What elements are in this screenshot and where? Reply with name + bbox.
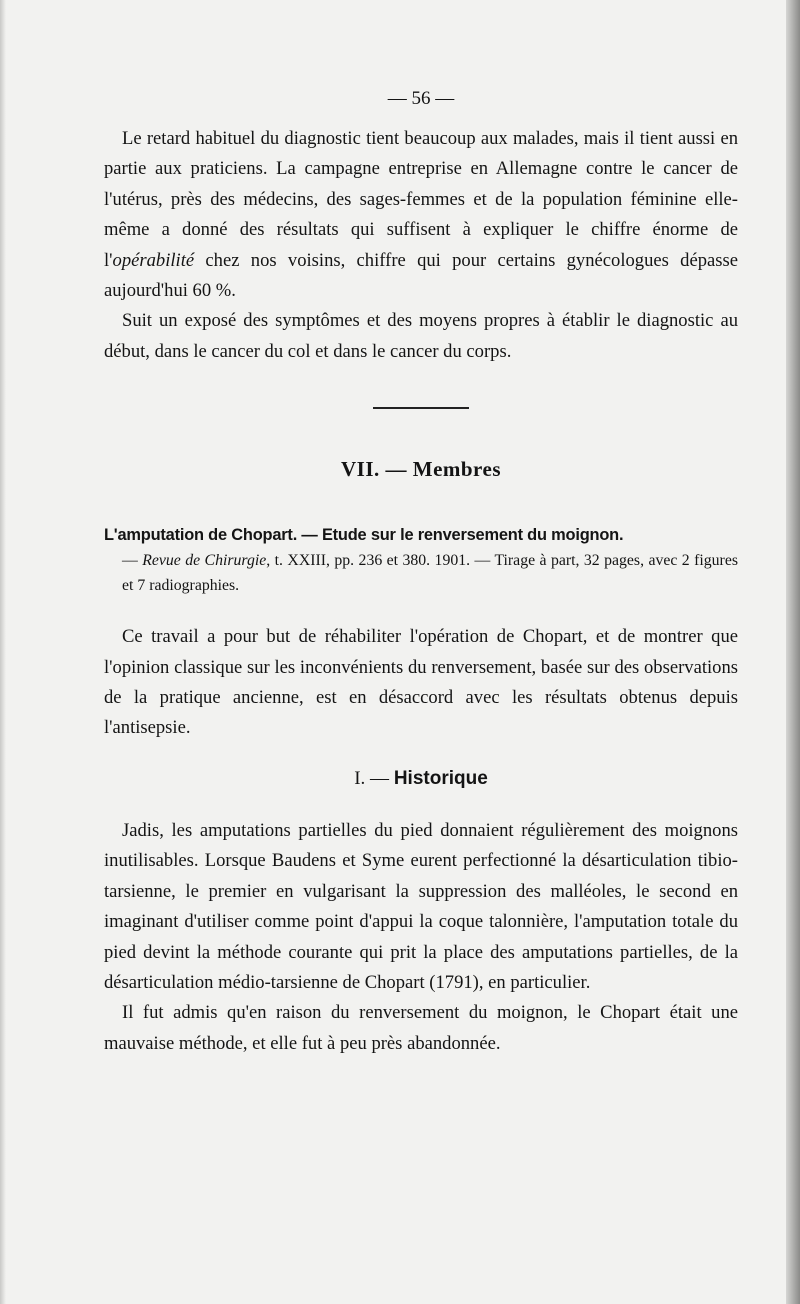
reference-dash: —: [122, 552, 143, 570]
section-divider: [373, 407, 469, 409]
abstract-paragraph: Ce travail a pour but de réhabiliter l'opération de Chopart, et de montrer que l'opinion classique sur les inconvénients du renversement, basée sur des observations de la pratique ancienne, est en désaccord avec les résultats obtenus depuis l'antisepsie.: [104, 626, 738, 739]
page-content: [104, 88, 738, 1059]
page-shadow-left: [0, 0, 6, 1304]
intro-text-2: chez nos voisins, chiffre qui pour certains gynécologues dépasse aujourd'hui 60 %.: [104, 249, 738, 302]
intro-paragraph-1: [104, 124, 738, 306]
page-shadow-right: [786, 0, 800, 1304]
reference-detail: [122, 548, 738, 598]
page-number: — 56 —: [387, 88, 455, 109]
subsection-heading: [104, 768, 738, 790]
intro-text-1: Le retard habituel du diagnostic tient beaucoup aux malades, mais il tient aussi en partie aux praticiens. La campagne entreprise en Allemagne contre le cancer de l'utérus, près des médecins, des sages-femmes et de la population féminine elle-même a donné des résultats qui suffisent à expliquer le chiffre énorme de l': [104, 128, 738, 271]
reference-journal: Revue de Chirurgie: [142, 552, 267, 570]
reference-entry: [104, 522, 738, 598]
reference-citation: , t. XXIII, pp. 236 et 380. 1901. — Tirage à part, 32 pages, avec 2 figures et 7 radiographies.: [122, 552, 738, 595]
subsection-title: Historique: [393, 767, 488, 789]
intro-emphasis: opérabilité: [112, 249, 195, 271]
section-heading: VII. — Membres: [340, 457, 501, 482]
intro-paragraph-2: Suit un exposé des symptômes et des moyens propres à établir le diagnostic au début, dans le cancer du col et dans le cancer du corps.: [104, 310, 738, 362]
historique-paragraph-2: Il fut admis qu'en raison du renversement du moignon, le Chopart était une mauvaise méthode, et elle fut à peu près abandonnée.: [104, 1002, 738, 1054]
subsection-number: I. —: [354, 767, 394, 789]
reference-title: L'amputation de Chopart. — Etude sur le renversement du moignon.: [104, 526, 624, 545]
historique-paragraph-1: Jadis, les amputations partielles du pied donnaient régulièrement des moignons inutilisables. Lorsque Baudens et Syme eurent perfectionné la désarticulation tibio-tarsienne, le premier en vulgarisant la suppression des malléoles, le second en imaginant d'utiliser comme point d'appui la coque talonnière, l'amputation totale du pied devint la méthode courante qui prit la place des amputations partielles, de la désarticulation médio-tarsienne de Chopart (1791), en particulier.: [104, 819, 738, 993]
